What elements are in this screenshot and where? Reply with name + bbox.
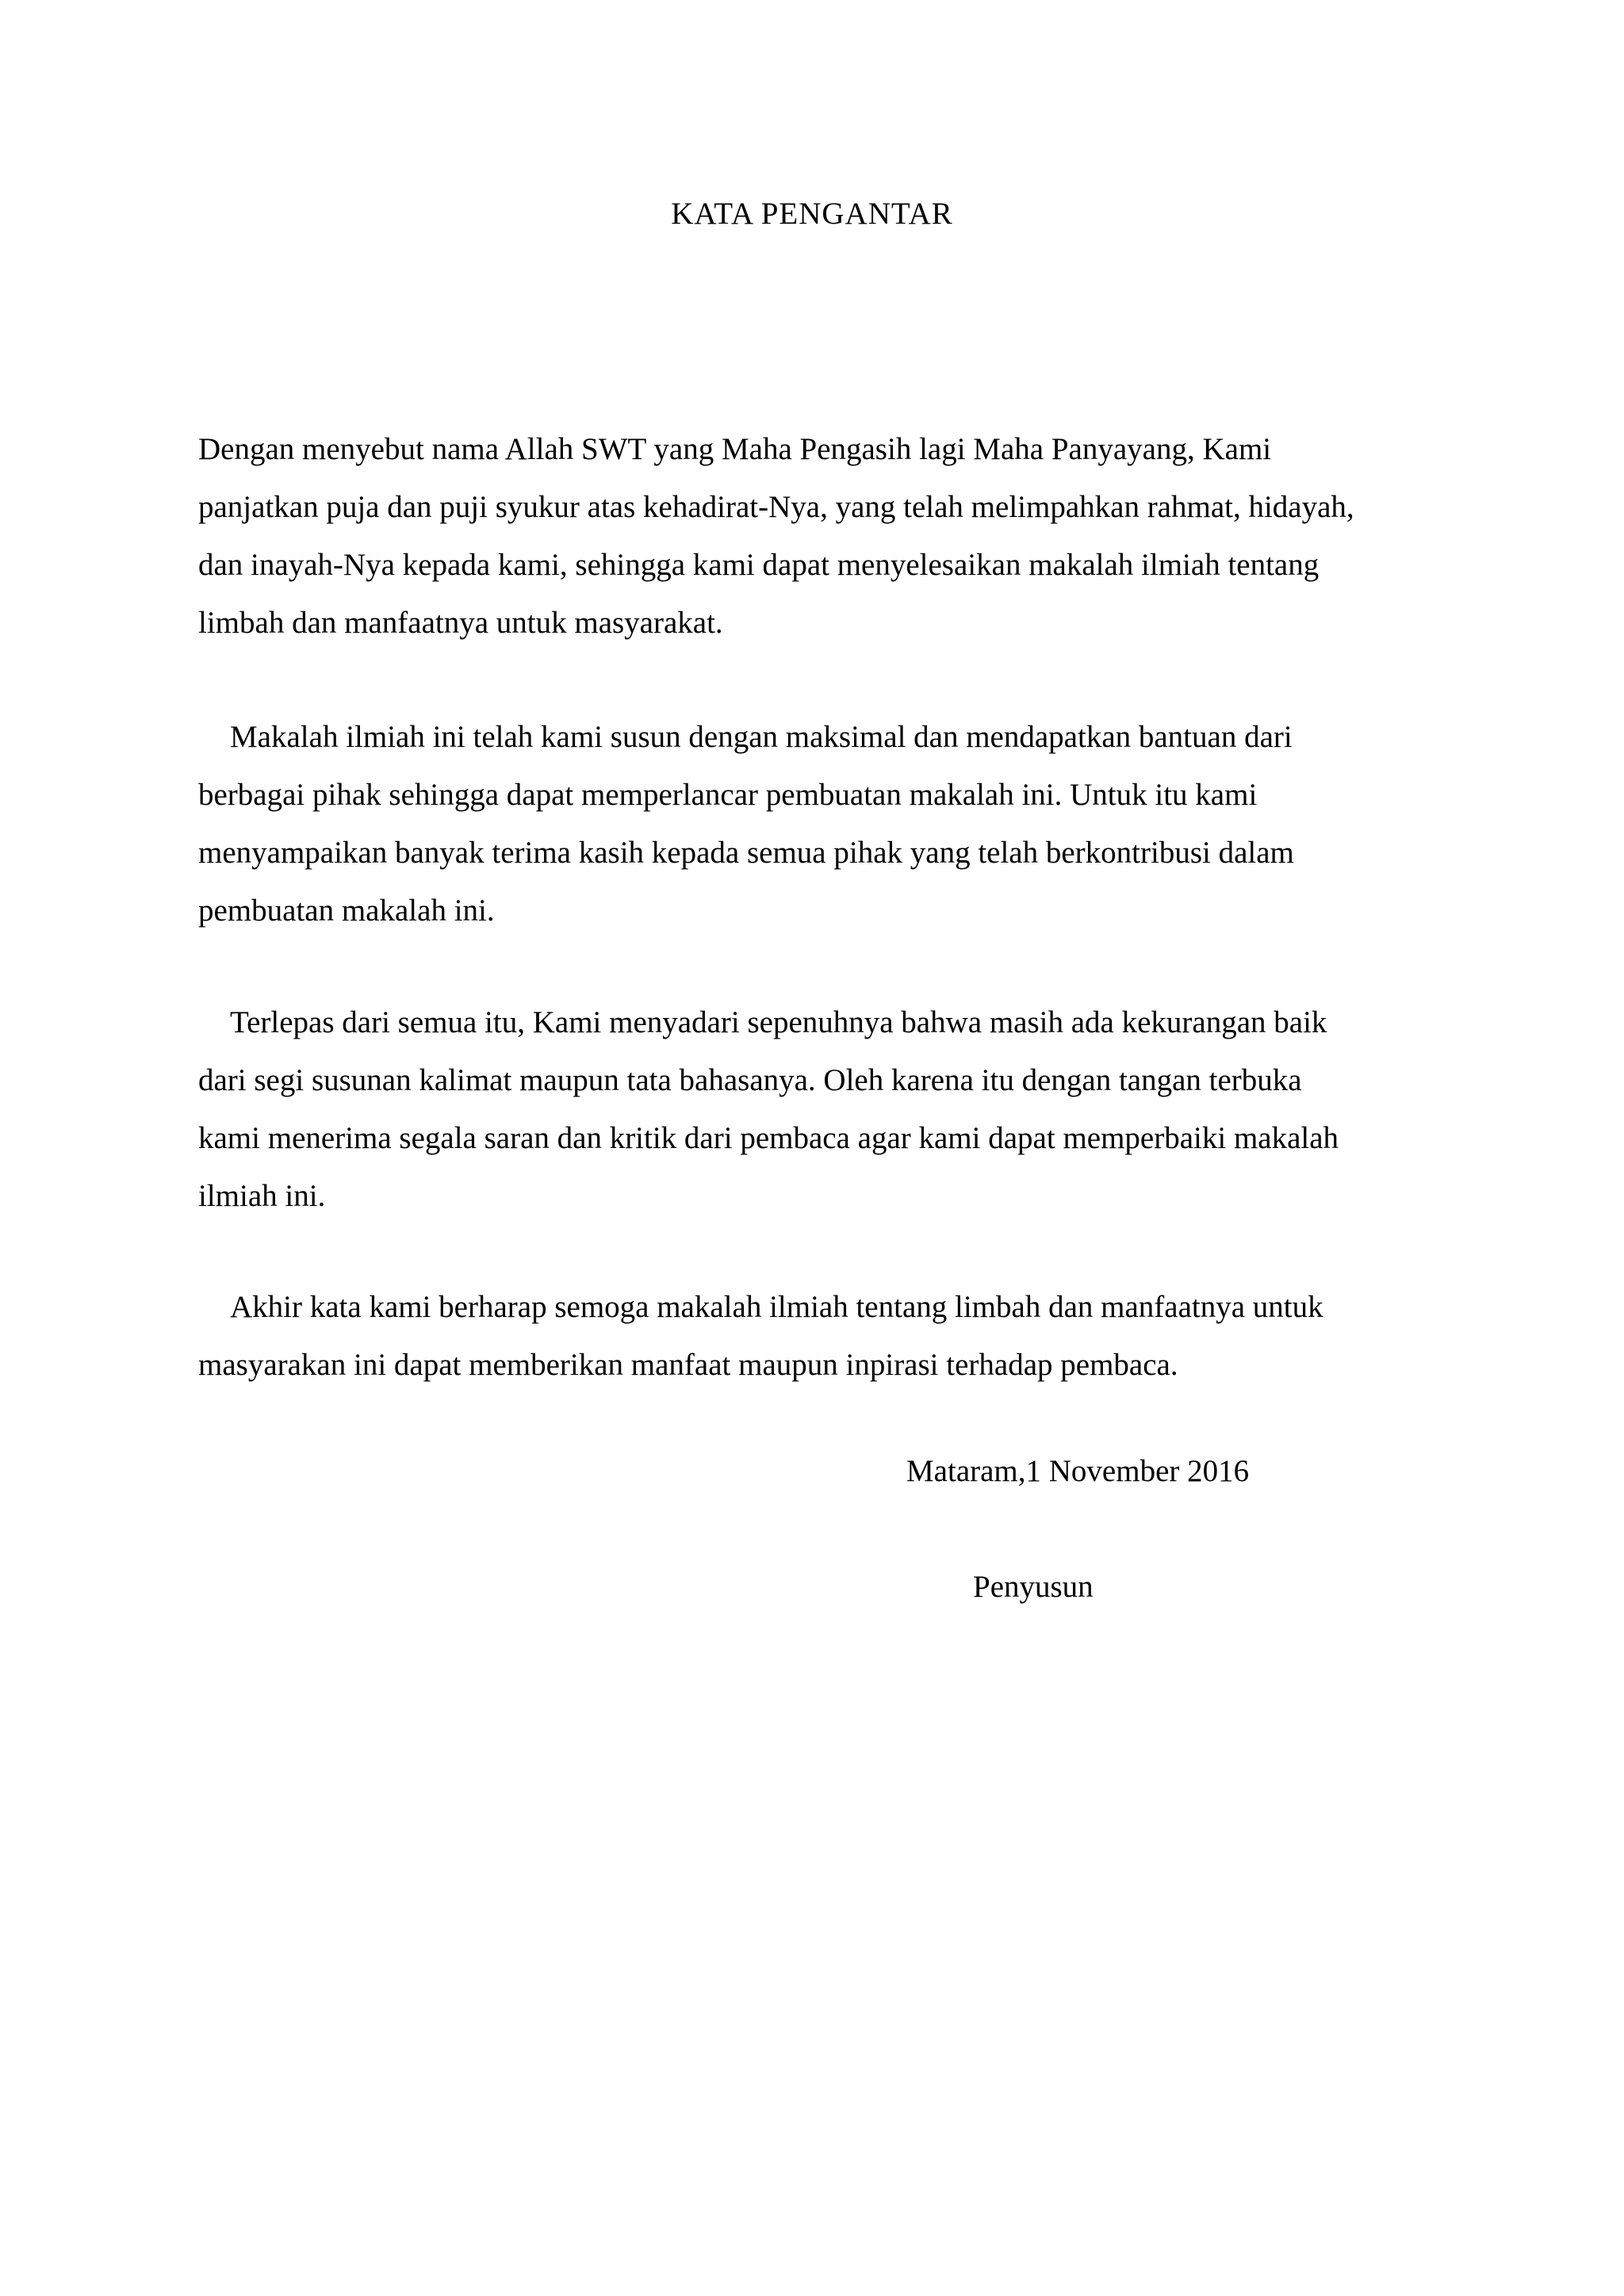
paragraph-line: ilmiah ini. bbox=[198, 1179, 326, 1213]
paragraph-line: kami menerima segala saran dan kritik dari pembaca agar kami dapat memperbaiki makalah bbox=[198, 1121, 1339, 1155]
paragraph-line: Dengan menyebut nama Allah SWT yang Maha Pengasih lagi Maha Panyayang, Kami bbox=[198, 432, 1272, 466]
paragraph-3 bbox=[198, 993, 1435, 1225]
paragraph-line: dan inayah-Nya kepada kami, sehingga kami dapat menyelesaikan makalah ilmiah tentang bbox=[198, 548, 1320, 582]
paragraph-line: dari segi susunan kalimat maupun tata bahasanya. Oleh karena itu dengan tangan terbuka bbox=[198, 1063, 1302, 1097]
paragraph-line: masyarakan ini dapat memberikan manfaat maupun inpirasi terhadap pembaca. bbox=[198, 1348, 1178, 1382]
paragraph-line: berbagai pihak sehingga dapat memperlancar pembuatan makalah ini. Untuk itu kami bbox=[198, 778, 1258, 812]
paragraph-4 bbox=[198, 1278, 1435, 1394]
author-signature: Penyusun bbox=[973, 1570, 1094, 1604]
paragraph-line: Terlepas dari semua itu, Kami menyadari sepenuhnya bahwa masih ada kekurangan baik bbox=[230, 1005, 1327, 1039]
paragraph-2 bbox=[198, 708, 1435, 939]
paragraph-line: Akhir kata kami berharap semoga makalah ilmiah tentang limbah dan manfaatnya untuk bbox=[230, 1290, 1323, 1324]
page-title: KATA PENGANTAR bbox=[671, 197, 953, 231]
paragraph-line: pembuatan makalah ini. bbox=[198, 894, 495, 928]
paragraph-1 bbox=[198, 420, 1435, 652]
paragraph-line: panjatkan puja dan puji syukur atas kehadirat-Nya, yang telah melimpahkan rahmat, hidayah, bbox=[198, 490, 1354, 524]
place-date: Mataram,1 November 2016 bbox=[906, 1454, 1250, 1488]
paragraph-line: Makalah ilmiah ini telah kami susun dengan maksimal dan mendapatkan bantuan dari bbox=[230, 720, 1293, 754]
paragraph-line: menyampaikan banyak terima kasih kepada semua pihak yang telah berkontribusi dalam bbox=[198, 836, 1294, 870]
paragraph-line: limbah dan manfaatnya untuk masyarakat. bbox=[198, 606, 723, 640]
